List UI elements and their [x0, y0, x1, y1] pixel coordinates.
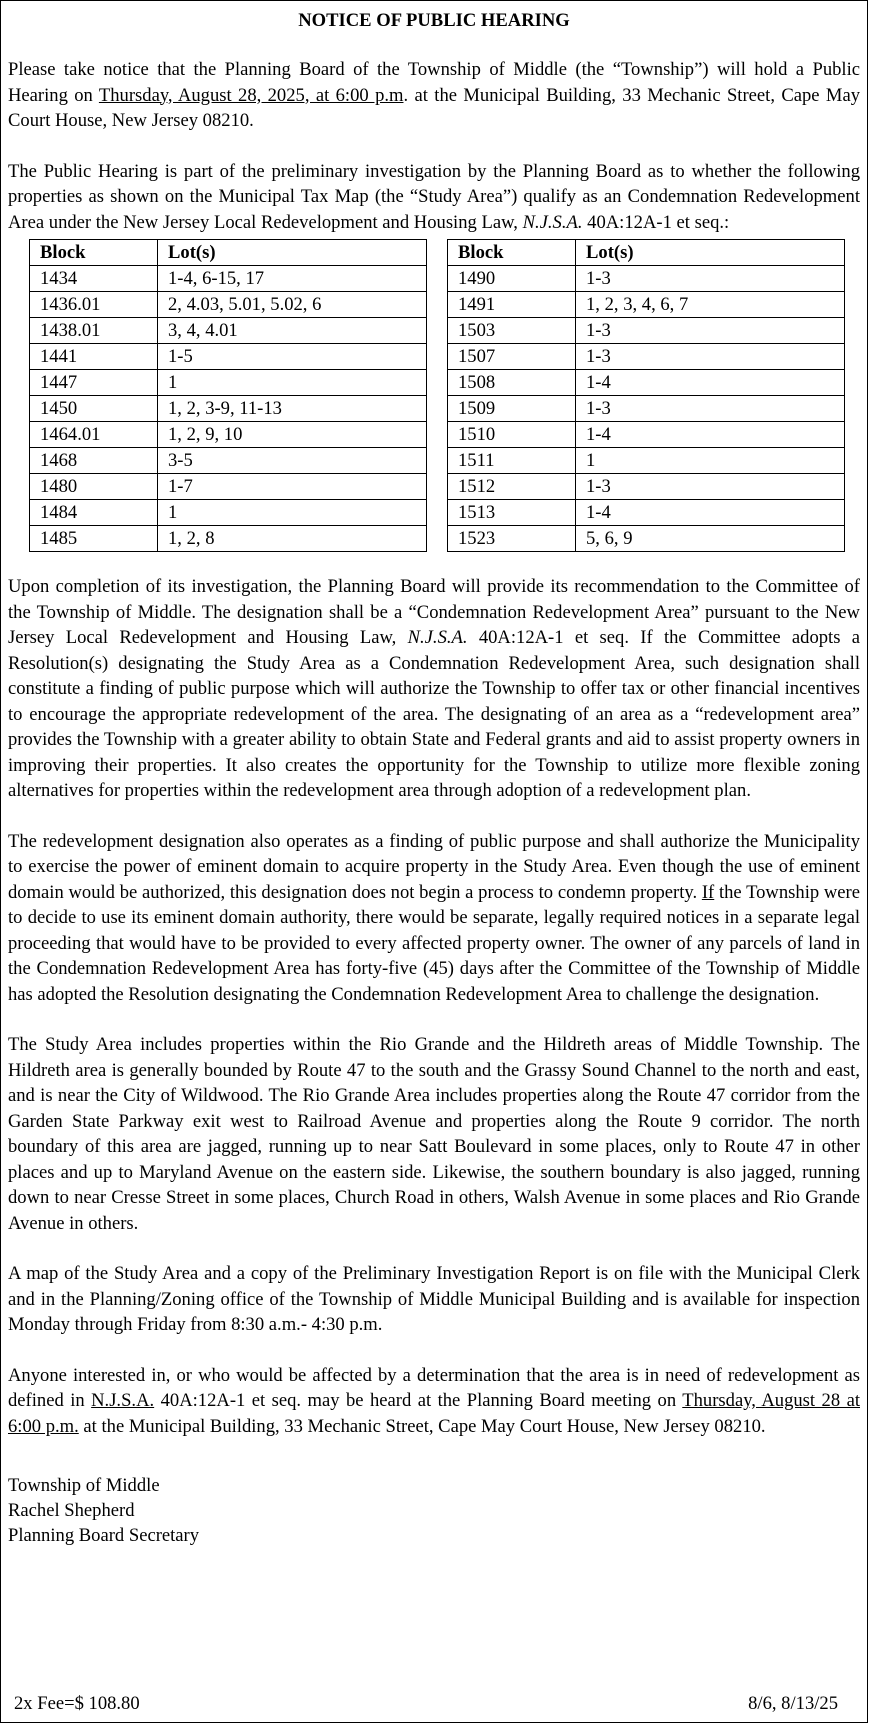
lots-cell: 1-4 — [576, 370, 845, 396]
paragraph-hearing-date: Please take notice that the Planning Board of the Township of Middle (the “Township”) will hold a Public Hearing on Thursday, August 28, 2025, at 6:00 p.m. at the Municipal Building, 33 Mechanic Street, Cape May Court House, New Jersey 08210. — [8, 59, 861, 131]
block-cell: 1491 — [448, 292, 576, 318]
block-lot-table-right — [447, 239, 845, 552]
paragraph-recommendation: Upon completion of its investigation, the Planning Board will provide its recommendation to the Committee of the Township of Middle. The designation shall be a “Condemnation Redevelopment Area” pursuant to the New Jersey Local Redevelopment and Housing Law, N.J.S.A. 40A:12A-1 et seq. If the Committee adopts a Resolution(s) designating the Study Area as a Condemnation Redevelopment Area, such designation shall constitute a finding of public purpose which will authorize the Township to offer tax or other financial incentives to encourage the appropriate redevelopment of the area. The designating of an area as a “redevelopment area” provides the Township with a greater ability to obtain State and Federal grants and aid to assist property owners in improving their properties. It also creates the opportunity for the Township to utilize more flexible zoning alternatives for properties within the redevelopment area through adoption of a redevelopment plan. — [8, 576, 860, 801]
table-row — [30, 448, 427, 474]
lots-cell: 1 — [158, 370, 427, 396]
table-row — [30, 474, 427, 500]
block-cell: 1510 — [448, 422, 576, 448]
paragraph-eminent-domain: The redevelopment designation also operates as a finding of public purpose and shall authorize the Municipality to exercise the power of eminent domain to acquire property in the Study Area. Even though the use of eminent domain would be authorized, this designation does not begin a process to condemn property. If the Township were to decide to use its eminent domain authority, there would be separate, legally required notices in a separate legal proceeding that would have to be provided to every affected property owner. The owner of any parcels of land in the Condemnation Redevelopment Area has forty-five (45) days after the Committee of the Township of Middle has adopted the Resolution designating the Condemnation Redevelopment Area to challenge the designation. — [8, 830, 860, 1005]
table-row — [448, 318, 845, 344]
fee-row — [1, 1691, 867, 1717]
hearing-date: Thursday, August 28, 2025, at 6:00 p.m — [98, 84, 404, 106]
block-cell: 1484 — [30, 500, 158, 526]
table-row — [30, 292, 427, 318]
paragraph-report-availability: A map of the Study Area and a copy of the Preliminary Investigation Report is on file with the Municipal Clerk and in the Planning/Zoning office of the Township of Middle Municipal Building and is available for inspection Monday through Friday from 8:30 a.m.- 4:30 p.m. — [8, 1263, 860, 1335]
table-header-row — [448, 240, 845, 266]
block-cell: 1513 — [448, 500, 576, 526]
lots-cell: 1 — [576, 448, 845, 474]
table-row — [448, 396, 845, 422]
block-cell: 1509 — [448, 396, 576, 422]
block-cell: 1480 — [30, 474, 158, 500]
paragraph-study-area-intro: The Public Hearing is part of the preliminary investigation by the Planning Board as to whether the following properties as shown on the Municipal Tax Map (the “Study Area”) qualify as an Condemnation Redevelopment Area under the New Jersey Local Redevelopment and Housing Law, N.J.S.A. 40A:12A-1 et seq.: — [8, 160, 860, 233]
header-block: Block — [30, 240, 158, 266]
table-row — [30, 526, 427, 552]
block-cell: 1511 — [448, 448, 576, 474]
table-row — [30, 370, 427, 396]
lots-cell: 1-3 — [576, 396, 845, 422]
table-row — [448, 370, 845, 396]
table-row — [448, 526, 845, 552]
table-header-row — [30, 240, 427, 266]
lots-cell: 2, 4.03, 5.01, 5.02, 6 — [158, 292, 427, 318]
block-cell: 1436.01 — [30, 292, 158, 318]
lots-cell: 1, 2, 9, 10 — [158, 422, 427, 448]
table-row — [448, 448, 845, 474]
table-row — [448, 422, 845, 448]
block-cell: 1450 — [30, 396, 158, 422]
lots-cell: 1-4 — [576, 500, 845, 526]
table-row — [30, 422, 427, 448]
paragraph-study-area-bounds: The Study Area includes properties within the Rio Grande and the Hildreth areas of Middle Township. The Hildreth area is generally bounded by Route 47 to the south and the Grassy Sound Channel to the north and east, and is near the City of Wildwood. The Rio Grande Area includes properties along the Route 47 corridor from the Garden State Parkway exit west to Railroad Avenue and properties along the Route 9 corridor. The north boundary of this area are jagged, running up to near Satt Boulevard in some places, only to Route 47 in other places and up to Maryland Avenue on the eastern side. Likewise, the southern boundary is also jagged, running down to near Cresse Street in some places, Church Road in others, Walsh Avenue in some places and Rio Grande Avenue in others. — [8, 1034, 860, 1234]
publication-dates: 8/6, 8/13/25 — [748, 1693, 838, 1714]
lots-cell: 1-3 — [576, 344, 845, 370]
paragraph-public-comment: Anyone interested in, or who would be affected by a determination that the area is in need of redevelopment as defined in N.J.S.A. 40A:12A-1 et seq. may be heard at the Planning Board meeting on Thursday, August 28 at 6:00 p.m. at the Municipal Building, 33 Mechanic Street, Cape May Court House, New Jersey 08210. — [8, 1364, 860, 1437]
lots-cell: 1, 2, 8 — [158, 526, 427, 552]
header-block: Block — [448, 240, 576, 266]
table-row — [30, 318, 427, 344]
table-row — [30, 344, 427, 370]
block-cell: 1434 — [30, 266, 158, 292]
table-row — [448, 344, 845, 370]
block-cell: 1447 — [30, 370, 158, 396]
lots-cell: 1-7 — [158, 474, 427, 500]
lots-cell: 3, 4, 4.01 — [158, 318, 427, 344]
signature-line: Planning Board Secretary — [8, 1525, 200, 1546]
block-cell: 1468 — [30, 448, 158, 474]
block-cell: 1490 — [448, 266, 576, 292]
block-cell: 1438.01 — [30, 318, 158, 344]
lots-cell: 5, 6, 9 — [576, 526, 845, 552]
table-row — [448, 474, 845, 500]
block-cell: 1485 — [30, 526, 158, 552]
block-cell: 1508 — [448, 370, 576, 396]
signature-line: Rachel Shepherd — [8, 1500, 135, 1521]
header-lots: Lot(s) — [158, 240, 427, 266]
table-row — [448, 500, 845, 526]
table-row — [448, 292, 845, 318]
table-row — [448, 266, 845, 292]
lots-cell: 1-5 — [158, 344, 427, 370]
lots-cell: 1-4 — [576, 422, 845, 448]
lots-cell: 1-4, 6-15, 17 — [158, 266, 427, 292]
fee-amount: 2x Fee=$ 108.80 — [14, 1693, 140, 1714]
signature-line: Township of Middle — [8, 1475, 160, 1496]
block-cell: 1464.01 — [30, 422, 158, 448]
notice-title: NOTICE OF PUBLIC HEARING — [298, 10, 570, 31]
table-row — [30, 266, 427, 292]
lots-cell: 1-3 — [576, 474, 845, 500]
lots-cell: 1-3 — [576, 266, 845, 292]
block-lot-table-left — [29, 239, 427, 552]
block-cell: 1507 — [448, 344, 576, 370]
lots-cell: 1 — [158, 500, 427, 526]
block-cell: 1441 — [30, 344, 158, 370]
table-row — [30, 396, 427, 422]
lots-cell: 3-5 — [158, 448, 427, 474]
block-lot-tables — [29, 239, 845, 552]
header-lots: Lot(s) — [576, 240, 845, 266]
lots-cell: 1, 2, 3, 4, 6, 7 — [576, 292, 845, 318]
table-row — [30, 500, 427, 526]
block-cell: 1503 — [448, 318, 576, 344]
lots-cell: 1-3 — [576, 318, 845, 344]
lots-cell: 1, 2, 3-9, 11-13 — [158, 396, 427, 422]
block-cell: 1512 — [448, 474, 576, 500]
signature-block — [8, 1473, 860, 1548]
block-cell: 1523 — [448, 526, 576, 552]
